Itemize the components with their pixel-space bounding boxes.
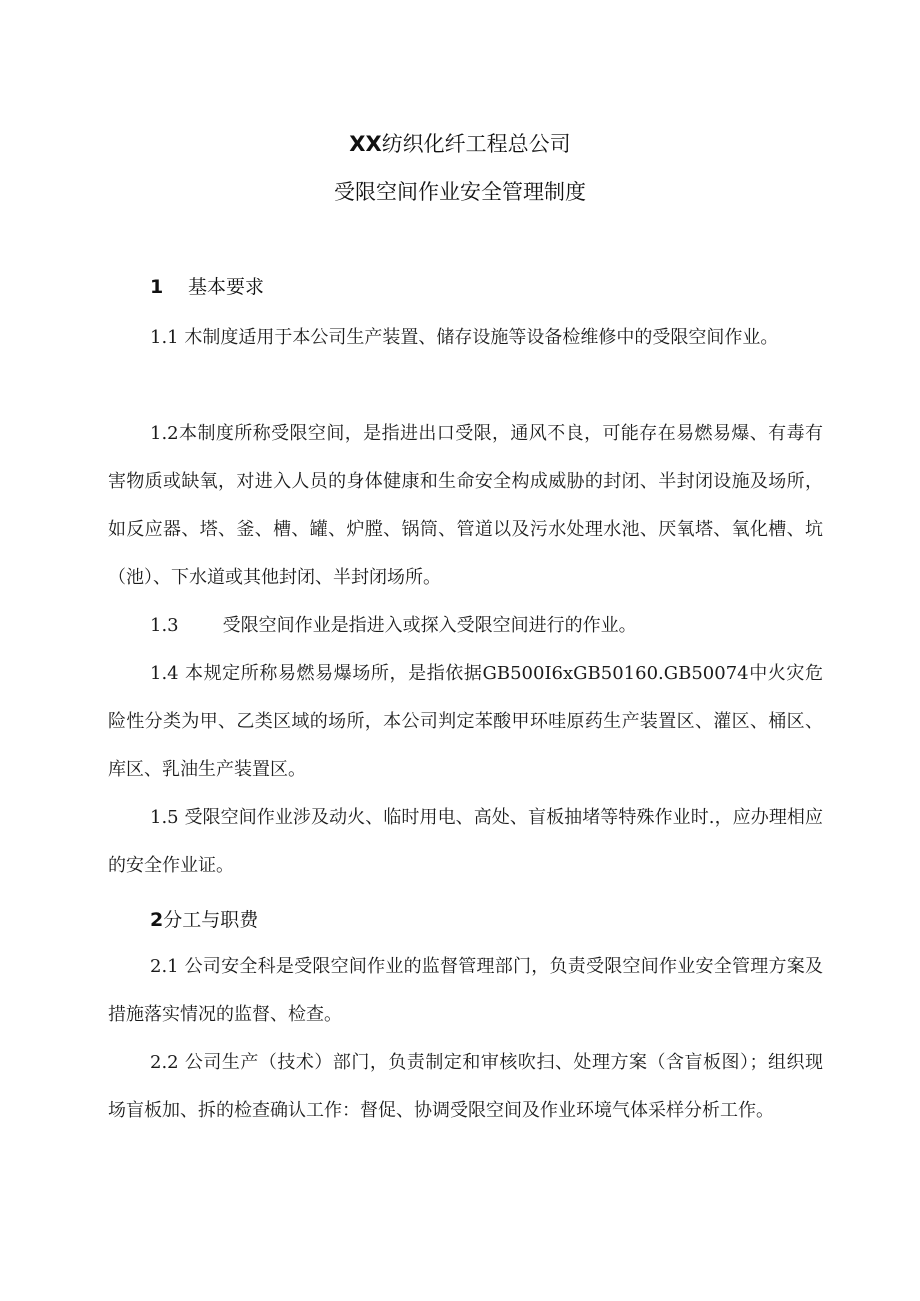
- paragraph-text: 本规定所称易燃易爆场所，是指依据GB500I6xGB50160.GB50074中火灾危险性分类为甲、乙类区域的场所，本公司判定苯酸甲环哇原药生产装置区、灌区、桶区、库区、乳油生产装置区。: [108, 663, 823, 780]
- paragraph-number: 1.4: [150, 663, 179, 684]
- section-heading-1: [150, 272, 264, 299]
- paragraph-2-1: [108, 943, 823, 1039]
- section-title: 分工与职费: [163, 909, 259, 931]
- paragraph-1-2: [108, 410, 823, 602]
- document-title-regulation: 受限空间作业安全管理制度: [334, 180, 586, 204]
- document-title-company: [0, 128, 920, 158]
- paragraph-number: 1.1: [150, 327, 179, 348]
- paragraph-number: 1.2: [150, 423, 179, 444]
- paragraph-1-5: [108, 794, 823, 890]
- section-number: 1: [150, 276, 164, 298]
- section-title: 基本要求: [188, 276, 265, 298]
- paragraph-number: 2.1: [150, 956, 179, 977]
- paragraph-1-3: [108, 602, 823, 650]
- paragraph-2-2: [108, 1039, 823, 1135]
- paragraph-text: 木制度适用于本公司生产装置、储存设施等设备检维修中的受限空间作业。: [184, 327, 779, 348]
- paragraph-text: 受限空间作业是指进入或探入受限空间进行的作业。: [222, 615, 637, 636]
- paragraph-1-1: [108, 314, 823, 362]
- section-number: 2: [150, 909, 164, 931]
- paragraph-number: 1.3: [150, 615, 179, 636]
- paragraph-number: 2.2: [150, 1052, 179, 1073]
- paragraph-1-4: [108, 650, 823, 794]
- paragraph-text: 公司安全科是受限空间作业的监督管理部门，负责受限空间作业安全管理方案及措施落实情况的监督、检查。: [108, 956, 823, 1025]
- title-prefix: XX: [349, 132, 382, 156]
- paragraph-text: 本制度所称受限空间，是指进出口受限，通风不良，可能存在易燃易爆、有毒有害物质或缺氧，对进入人员的身体健康和生命安全构成威胁的封闭、半封闭设施及场所，如反应器、塔、釜、槽、罐、炉膛、锅筒、管道以及污水处理水池、厌氧塔、氧化槽、坑（池）、下水道或其他封闭、半封闭场所。: [108, 423, 823, 588]
- title-company-name: 纺织化纤工程总公司: [381, 132, 571, 156]
- section-heading-2: [150, 905, 258, 932]
- paragraph-text: 受限空间作业涉及动火、临时用电、高处、盲板抽堵等特殊作业时.，应办理相应的安全作业证。: [108, 807, 823, 876]
- paragraph-number: 1.5: [150, 807, 179, 828]
- paragraph-text: 公司生产（技术）部门，负责制定和审核吹扫、处理方案（含盲板图）；组织现场盲板加、拆的检查确认工作：督促、协调受限空间及作业环境气体采样分析工作。: [108, 1052, 823, 1121]
